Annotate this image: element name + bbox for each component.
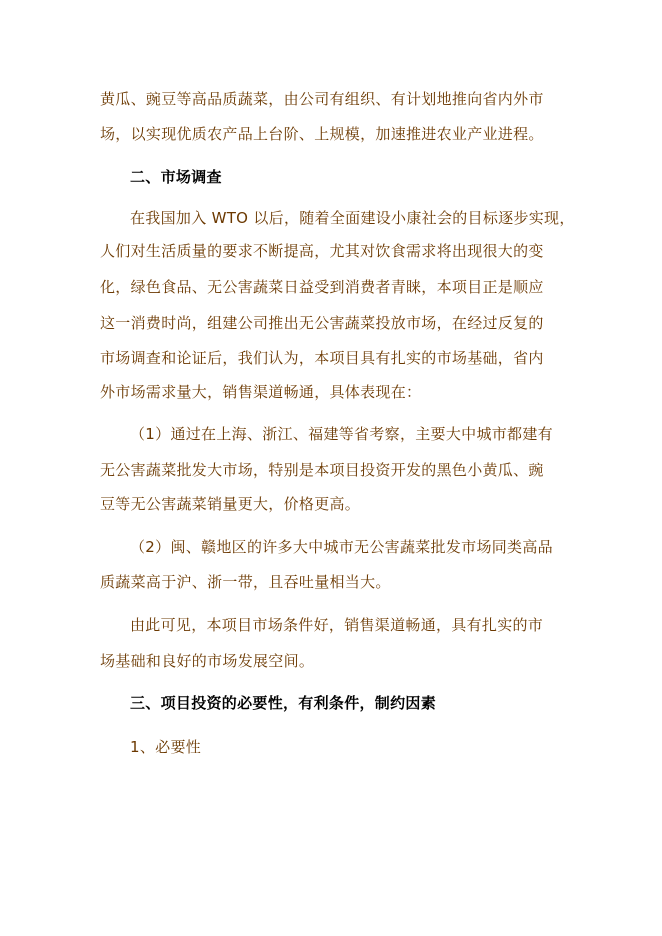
section-heading-investment: 三、项目投资的必要性，有利条件，制约因素: [130, 694, 437, 712]
paragraph-line: 化，绿色食品、无公害蔬菜日益受到消费者青睐，本项目正是顺应: [100, 278, 544, 296]
list-item-line: （2）闽、赣地区的许多大中城市无公害蔬菜批发市场同类高品: [130, 538, 553, 556]
paragraph-line: 这一消费时尚，组建公司推出无公害蔬菜投放市场，在经过反复的: [100, 314, 544, 332]
paragraph-line: 场，以实现优质农产品上台阶、上规模，加速推进农业产业进程。: [100, 125, 544, 143]
list-item-line: 质蔬菜高于沪、浙一带，且吞吐量相当大。: [100, 573, 391, 591]
list-item-line: 无公害蔬菜批发大市场，特别是本项目投资开发的黑色小黄瓜、豌: [100, 461, 544, 479]
paragraph-line: 场基础和良好的市场发展空间。: [100, 652, 315, 670]
list-item-line: （1）通过在上海、浙江、福建等省考察，主要大中城市都建有: [130, 425, 553, 443]
paragraph-line: 由此可见，本项目市场条件好，销售渠道畅通，具有扎实的市: [130, 616, 544, 634]
paragraph-line: 外市场需求量大，销售渠道畅通，具体表现在：: [100, 383, 422, 401]
subsection-heading-necessity: 1、必要性: [130, 738, 202, 756]
paragraph-line: 市场调查和论证后，我们认为，本项目具有扎实的市场基础，省内: [100, 349, 544, 367]
list-item-line: 豆等无公害蔬菜销量更大，价格更高。: [100, 495, 361, 513]
paragraph-line: 在我国加入 WTO 以后，随着全面建设小康社会的目标逐步实现，: [130, 209, 575, 227]
paragraph-line: 人们对生活质量的要求不断提高，尤其对饮食需求将出现很大的变: [100, 242, 544, 260]
paragraph-line: 黄瓜、豌豆等高品质蔬菜，由公司有组织、有计划地推向省内外市: [100, 90, 544, 108]
section-heading-market-survey: 二、市场调查: [130, 168, 222, 186]
